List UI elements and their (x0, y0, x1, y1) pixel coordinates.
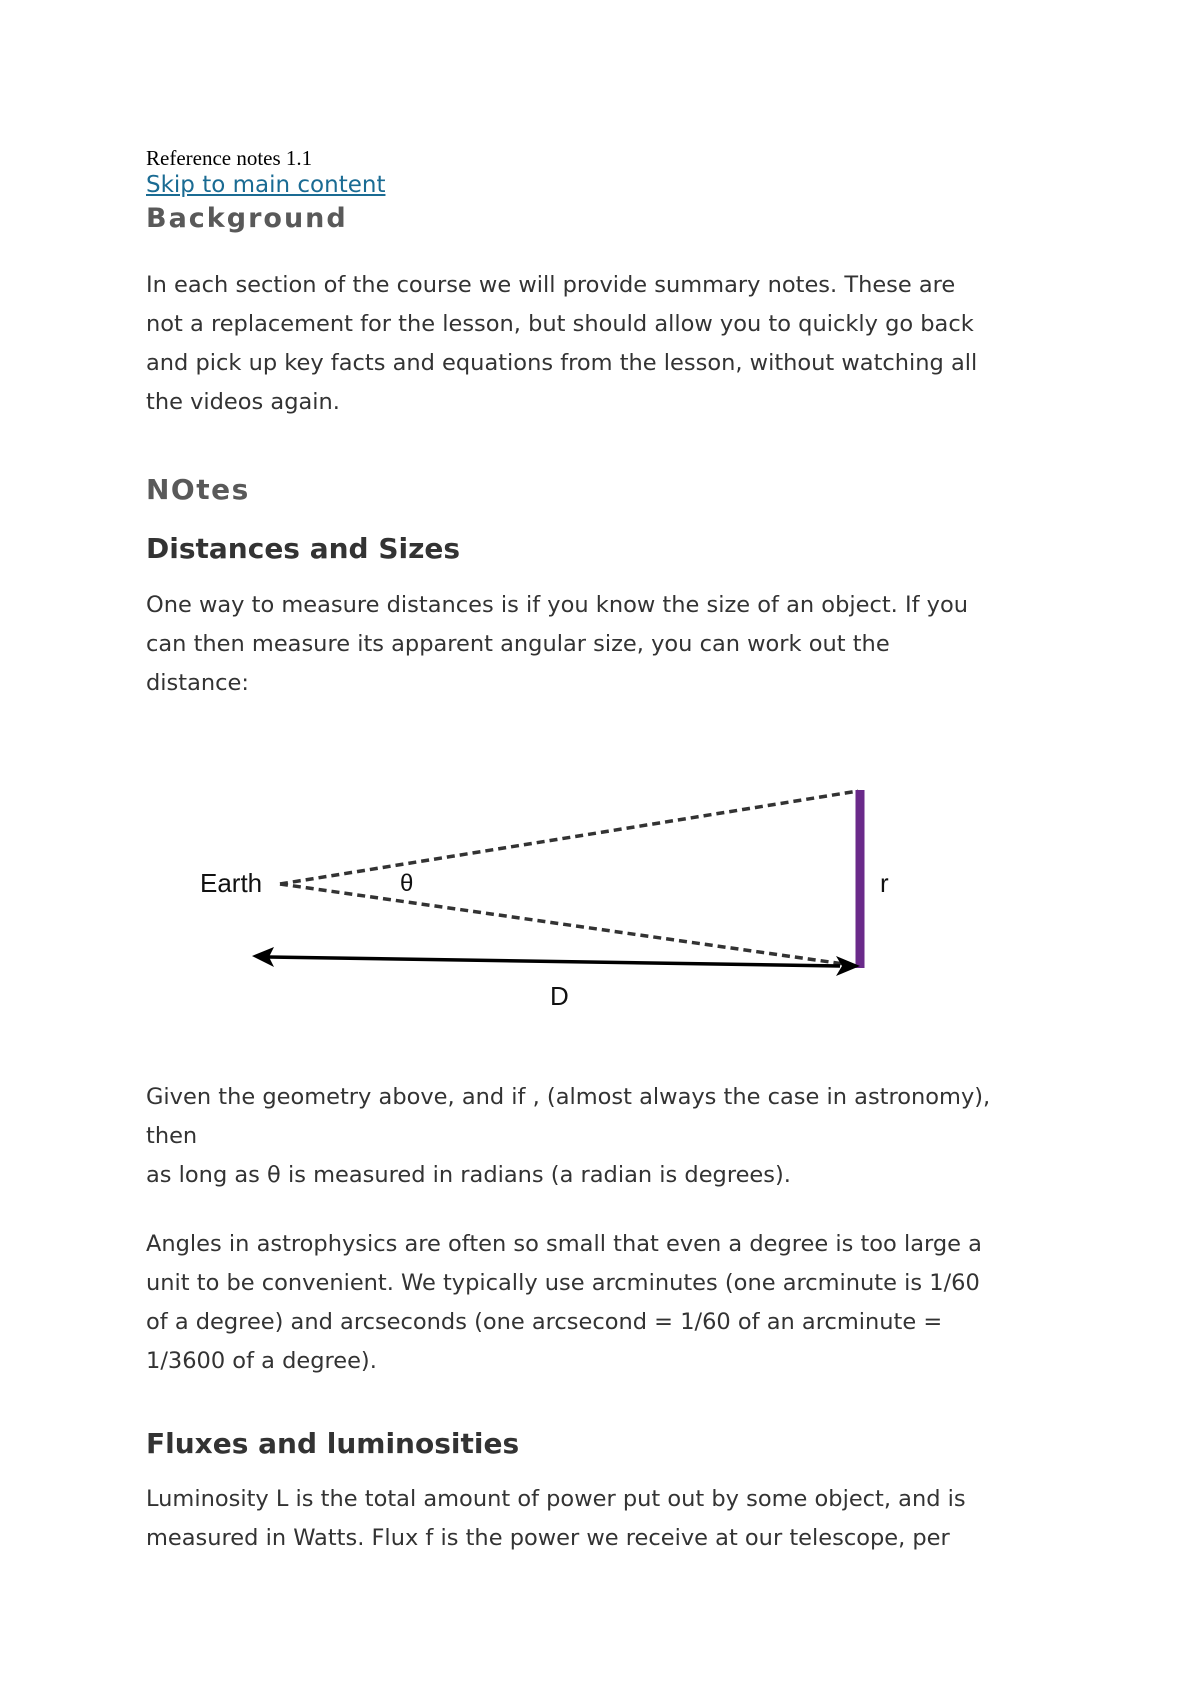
text-line: In each section of the course we will provide summary notes. These are (146, 272, 956, 298)
theta-label: θ (400, 870, 414, 897)
angular-size-diagram (190, 770, 910, 1020)
text-line: the videos again. (146, 389, 340, 415)
document-title: Reference notes 1.1 (146, 146, 313, 170)
text-line: distance: (146, 670, 249, 696)
geometry-paragraph (146, 1078, 1086, 1195)
distances-heading: Distances and Sizes (146, 532, 461, 565)
skip-to-main-content-link[interactable]: Skip to main content (146, 172, 386, 198)
text-line: Given the geometry above, and if , (almost always the case in astronomy), (146, 1084, 991, 1110)
earth-label: Earth (200, 868, 263, 898)
lower-sight-line (280, 884, 858, 966)
text-line: can then measure its apparent angular size, you can work out the (146, 631, 890, 657)
text-line: then (146, 1123, 198, 1149)
text-line: of a degree) and arcseconds (one arcsecond = 1/60 of an arcminute = (146, 1309, 943, 1335)
luminosity-paragraph (146, 1480, 1086, 1558)
size-r-label: r (880, 868, 889, 898)
distance-d-label: D (550, 981, 569, 1011)
background-paragraph (146, 266, 1086, 422)
text-line: Angles in astrophysics are often so small that even a degree is too large a (146, 1231, 982, 1257)
angles-paragraph (146, 1225, 1086, 1381)
text-line: unit to be convenient. We typically use arcminutes (one arcminute is 1/60 (146, 1270, 980, 1296)
text-line: measured in Watts. Flux f is the power we receive at our telescope, per (146, 1525, 950, 1551)
text-line: as long as θ is measured in radians (a radian is degrees). (146, 1162, 791, 1188)
distance-line (268, 957, 840, 966)
upper-sight-line (280, 791, 858, 884)
fluxes-heading: Fluxes and luminosities (146, 1427, 520, 1460)
text-line: Luminosity L is the total amount of power put out by some object, and is (146, 1486, 966, 1512)
text-line: One way to measure distances is if you know the size of an object. If you (146, 592, 968, 618)
text-line: 1/3600 of a degree). (146, 1348, 377, 1374)
text-line: not a replacement for the lesson, but should allow you to quickly go back (146, 311, 974, 337)
distances-paragraph (146, 586, 1086, 703)
text-line: and pick up key facts and equations from the lesson, without watching all (146, 350, 978, 376)
notes-heading: NOtes (146, 473, 250, 506)
background-heading: Background (146, 203, 348, 234)
